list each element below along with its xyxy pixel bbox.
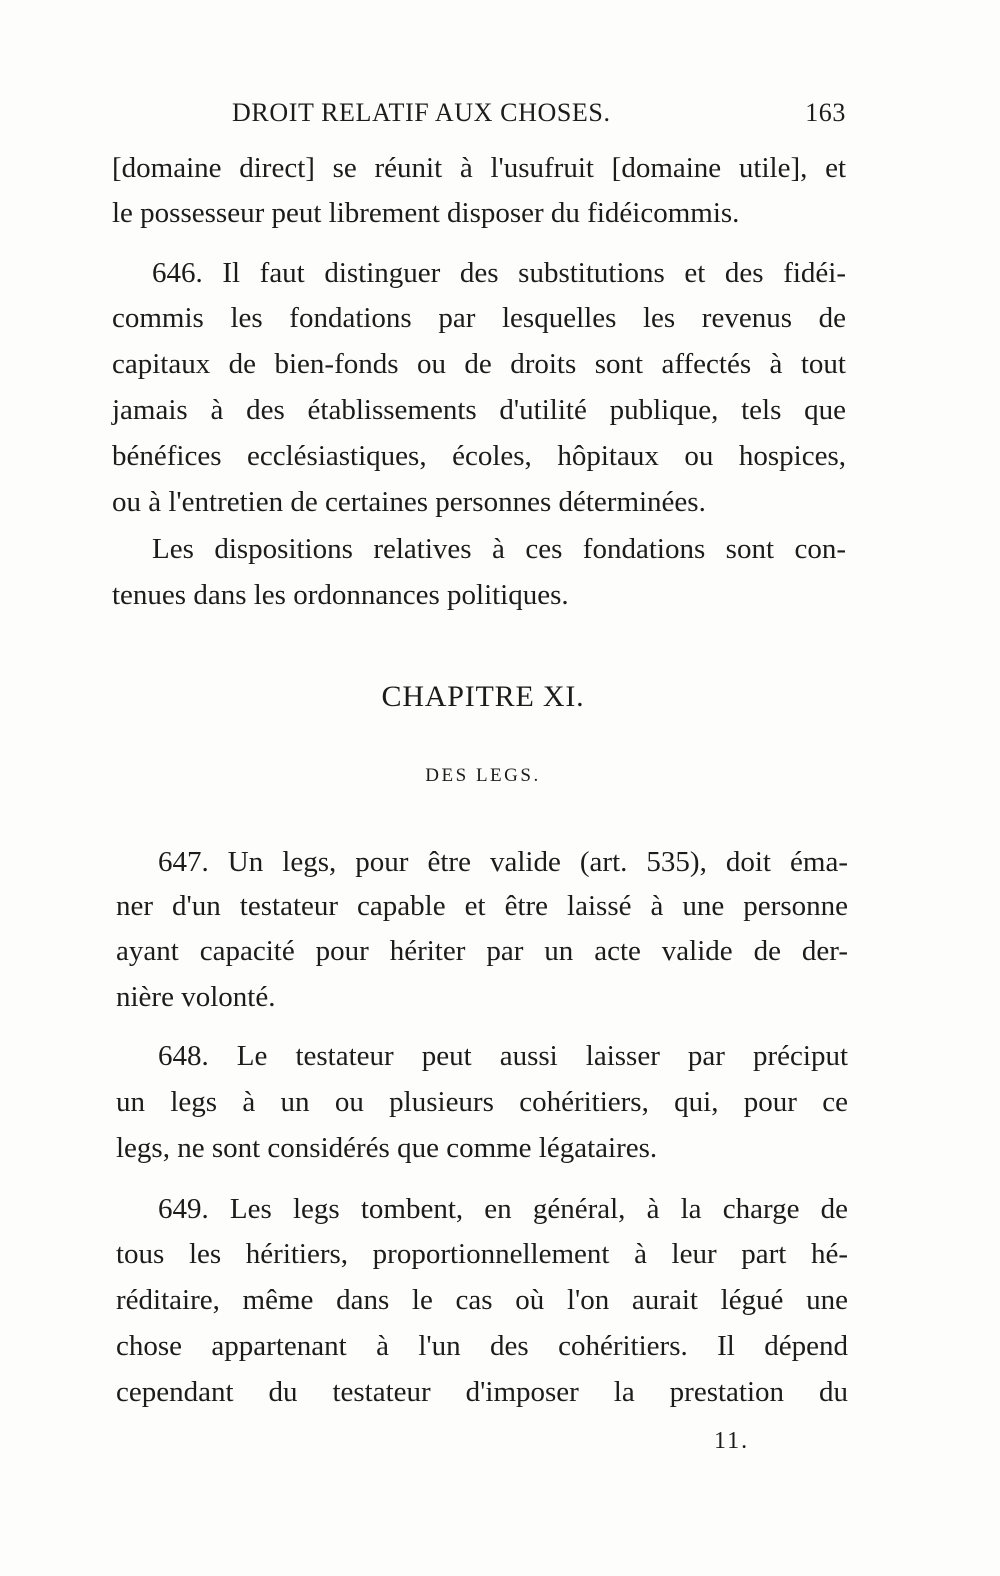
text-line: Les dispositions relatives à ces fondations sont con- bbox=[152, 533, 846, 565]
text-line: 647. Un legs, pour être valide (art. 535), doit éma- bbox=[158, 846, 848, 878]
page-number: 163 bbox=[805, 98, 846, 127]
signature-mark: 11. bbox=[714, 1428, 750, 1454]
text-line: capitaux de bien-fonds ou de droits sont affectés à tout bbox=[112, 348, 846, 380]
text-line: legs, ne sont considérés que comme légataires. bbox=[116, 1132, 658, 1164]
text-line: commis les fondations par lesquelles les revenus de bbox=[112, 302, 846, 334]
text-line: ou à l'entretien de certaines personnes déterminées. bbox=[112, 486, 706, 518]
running-title: DROIT RELATIF AUX CHOSES. bbox=[232, 98, 611, 127]
chapter-subtitle: DES LEGS. bbox=[425, 765, 541, 786]
text-line: 646. Il faut distinguer des substitutions et des fidéi- bbox=[152, 257, 846, 289]
text-line: le possesseur peut librement disposer du fidéicommis. bbox=[112, 197, 740, 229]
text-line: chose appartenant à l'un des cohéritiers. Il dépend bbox=[116, 1330, 848, 1362]
chapter-title: CHAPITRE XI. bbox=[381, 680, 585, 713]
text-line: un legs à un ou plusieurs cohéritiers, qui, pour ce bbox=[116, 1086, 848, 1118]
text-line: 649. Les legs tombent, en général, à la charge de bbox=[158, 1193, 848, 1225]
text-line: réditaire, même dans le cas où l'on aurait légué une bbox=[116, 1284, 848, 1316]
text-line: ner d'un testateur capable et être laissé à une personne bbox=[116, 890, 848, 922]
text-line: tous les héritiers, proportionnellement à leur part hé- bbox=[116, 1238, 848, 1270]
text-line: 648. Le testateur peut aussi laisser par préciput bbox=[158, 1040, 848, 1072]
text-line: nière volonté. bbox=[116, 981, 276, 1013]
text-line: tenues dans les ordonnances politiques. bbox=[112, 579, 569, 611]
text-line: [domaine direct] se réunit à l'usufruit [domaine utile], et bbox=[112, 152, 846, 184]
text-line: ayant capacité pour hériter par un acte valide de der- bbox=[116, 935, 848, 967]
text-line: jamais à des établissements d'utilité publique, tels que bbox=[112, 394, 846, 426]
text-line: bénéfices ecclésiastiques, écoles, hôpitaux ou hospices, bbox=[112, 440, 846, 472]
text-line: cependant du testateur d'imposer la prestation du bbox=[116, 1376, 848, 1408]
page-header bbox=[232, 98, 846, 138]
